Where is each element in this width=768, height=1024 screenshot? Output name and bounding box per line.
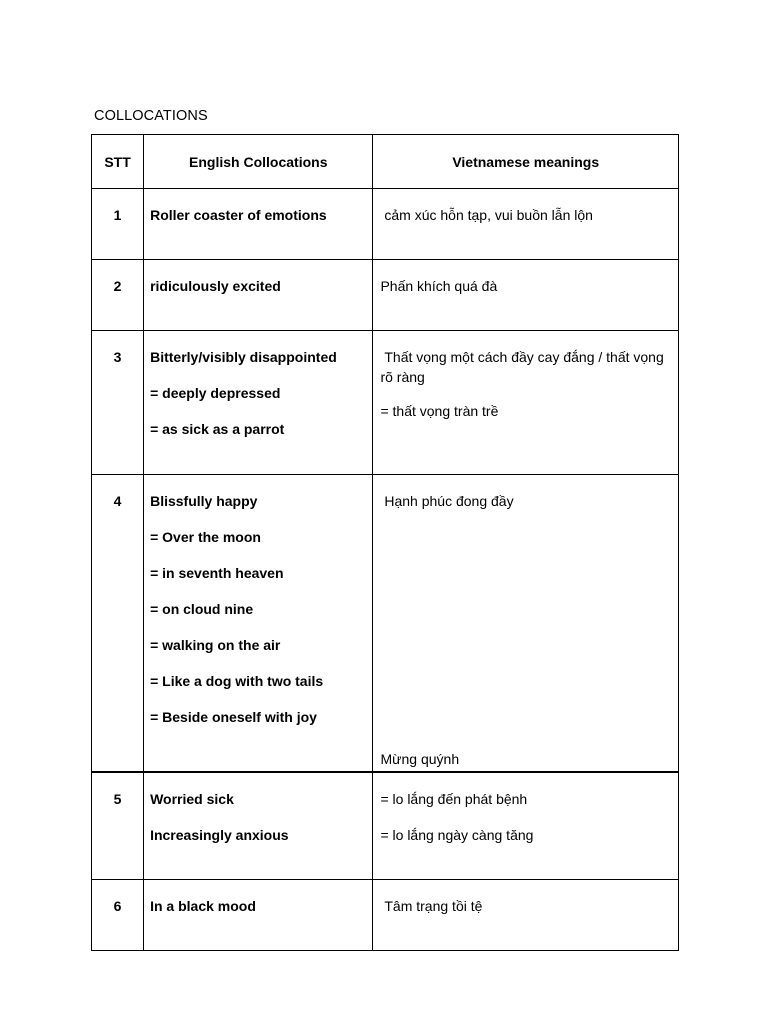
vietnamese-meaning: cảm xúc hỗn tạp, vui buồn lẫn lộn (380, 207, 593, 223)
vietnamese-meaning: Tâm trạng tồi tệ (380, 898, 483, 914)
english-cell (144, 331, 373, 475)
table-row (92, 189, 679, 260)
vietnamese-cell (373, 260, 679, 331)
row-number: 3 (92, 331, 144, 475)
english-collocation: = on cloud nine (150, 601, 254, 617)
vietnamese-cell (373, 880, 679, 951)
english-collocation: Increasingly anxious (150, 827, 289, 843)
english-collocation: = walking on the air (150, 637, 281, 653)
vietnamese-meaning: = lo lắng đến phát bệnh (380, 791, 528, 807)
row-number: 2 (92, 260, 144, 331)
english-collocation: = as sick as a parrot (150, 421, 285, 437)
vietnamese-meaning: Phấn khích quá đà (380, 278, 498, 294)
english-collocation: Blissfully happy (150, 493, 258, 509)
english-collocation: Bitterly/visibly disappointed (150, 349, 337, 365)
vietnamese-meaning-bottom: Mừng quýnh (380, 751, 460, 767)
vietnamese-cell (373, 189, 679, 260)
row-number: 6 (92, 880, 144, 951)
english-collocation: = deeply depressed (150, 385, 281, 401)
table-row (92, 880, 679, 951)
row-number: 1 (92, 189, 144, 260)
header-english-collocations: English Collocations (144, 135, 373, 189)
vietnamese-meaning: Thất vọng một cách đầy cay đắng / thất vọng rõ ràng (380, 349, 668, 385)
header-vietnamese-meanings: Vietnamese meanings (373, 135, 679, 189)
table-row (92, 772, 679, 880)
table-header-row (92, 135, 679, 189)
english-cell (144, 260, 373, 331)
english-collocation: = in seventh heaven (150, 565, 284, 581)
english-cell (144, 880, 373, 951)
english-collocation: = Over the moon (150, 529, 261, 545)
english-collocation: In a black mood (150, 898, 256, 914)
english-cell (144, 772, 373, 880)
english-collocation: ridiculously excited (150, 278, 281, 294)
table-row (92, 331, 679, 475)
table-row (92, 475, 679, 773)
vietnamese-meaning: = lo lắng ngày càng tăng (380, 827, 534, 843)
english-collocation: = Like a dog with two tails (150, 673, 324, 689)
table-row (92, 260, 679, 331)
vietnamese-meaning: = thất vọng tràn trề (380, 403, 499, 419)
english-collocation: Worried sick (150, 791, 234, 807)
english-cell (144, 475, 373, 773)
vietnamese-cell (373, 331, 679, 475)
english-cell (144, 189, 373, 260)
vietnamese-cell (373, 475, 679, 773)
vietnamese-meaning: Hạnh phúc đong đầy (380, 493, 514, 509)
vietnamese-cell (373, 772, 679, 880)
document-title: COLLOCATIONS (94, 108, 208, 124)
header-stt: STT (92, 135, 144, 189)
row-number: 4 (92, 475, 144, 773)
row-number: 5 (92, 772, 144, 880)
english-collocation: = Beside oneself with joy (150, 709, 317, 725)
english-collocation: Roller coaster of emotions (150, 207, 327, 223)
collocations-table (91, 134, 679, 951)
